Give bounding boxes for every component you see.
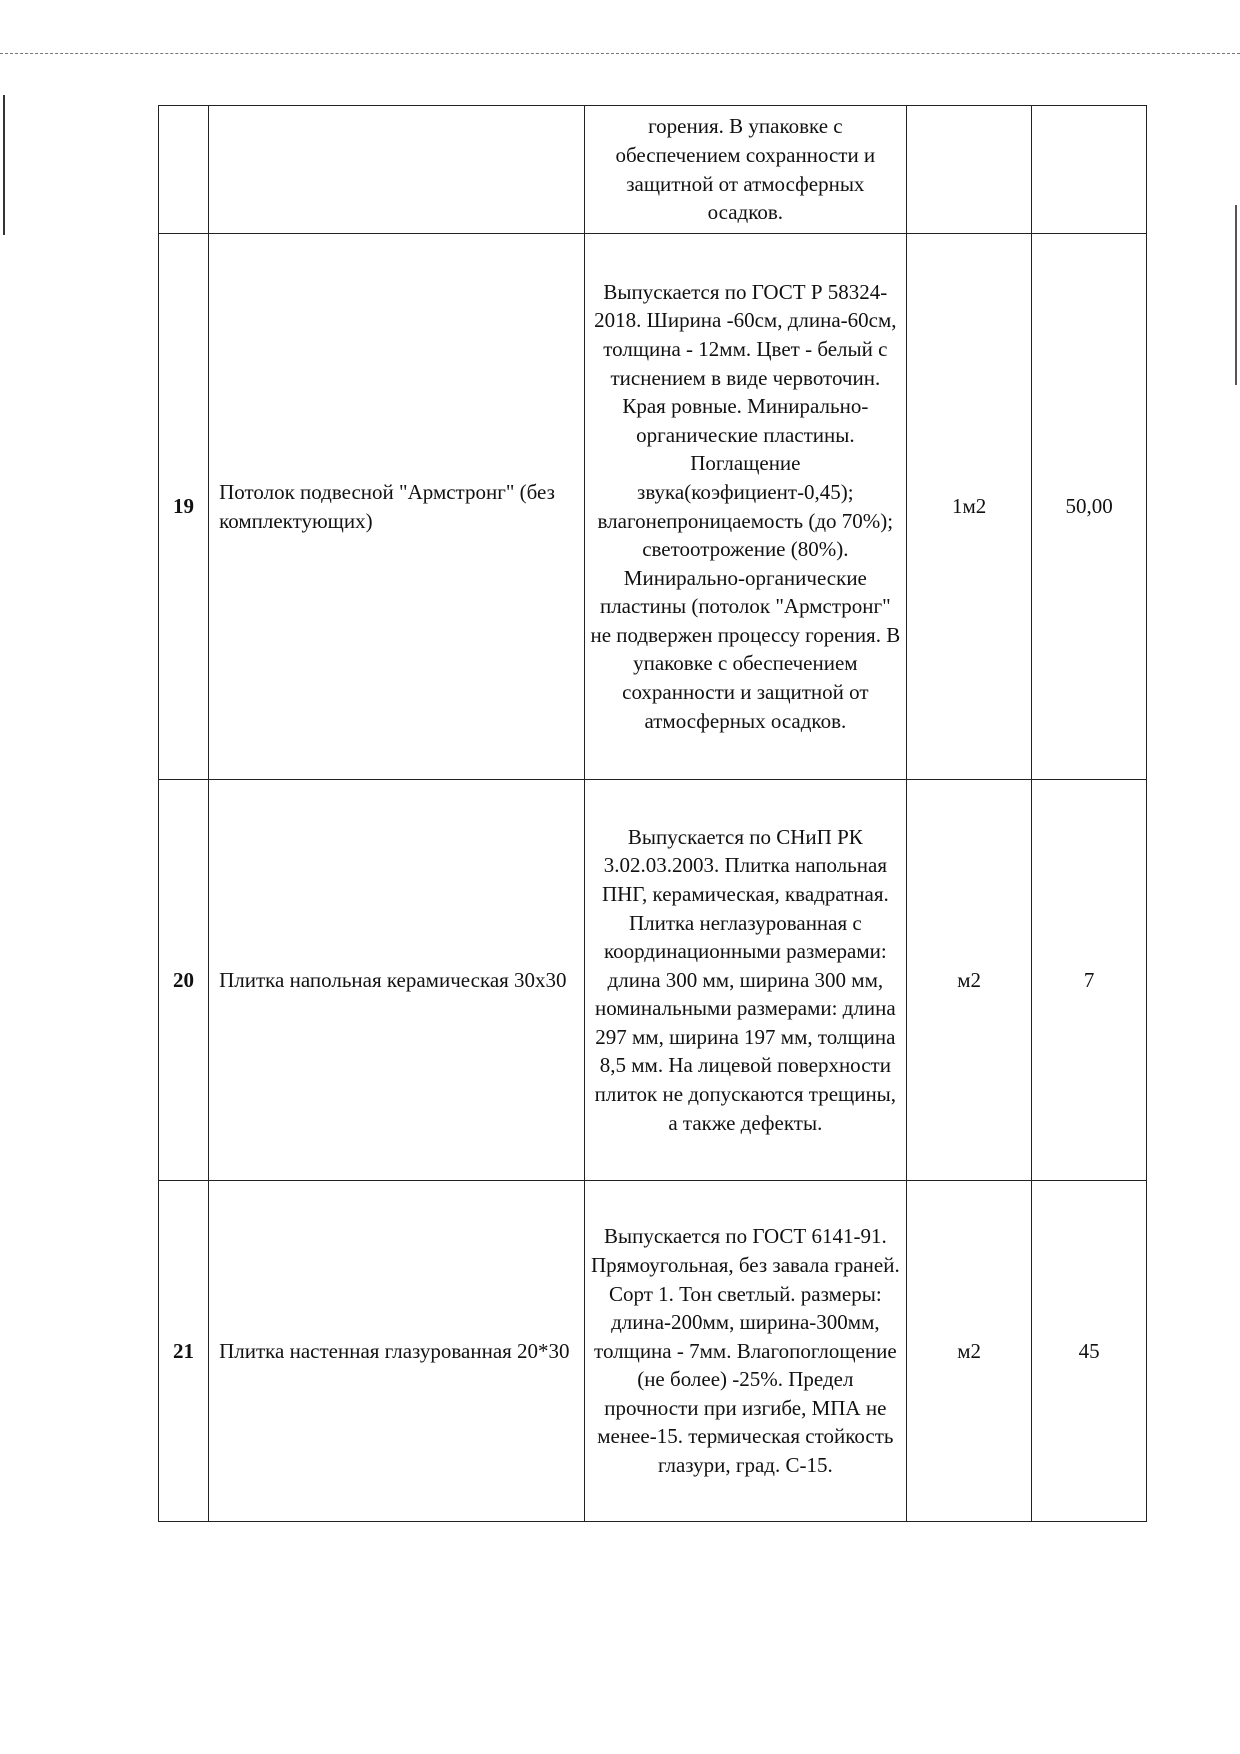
table-row (159, 780, 1147, 1181)
item-name: Плитка напольная керамическая 30х30 (209, 780, 585, 1181)
table-row (159, 234, 1147, 780)
item-name: Потолок подвесной "Армстронг" (без комплектующих) (209, 234, 585, 780)
table-row (159, 1181, 1147, 1522)
row-number: 20 (159, 780, 209, 1181)
item-quantity: 7 (1032, 780, 1147, 1181)
item-unit (907, 106, 1032, 234)
table-row (159, 106, 1147, 234)
scan-edge-line (0, 53, 1240, 54)
item-description: Выпускается по ГОСТ Р 58324-2018. Ширина -60см, длина-60см, толщина - 12мм. Цвет - белый с тиснением в виде червоточин. Края ровные. Минирально-органические пластины. Поглащение звука(коэфициент-0,45); влагонепроницаемость (до 70%); светоотрожение (80%). Минирально-органические пластины (потолок "Армстронг" не подвержен процессу горения. В упаковке с обеспечением сохранности и защитной от атмосферных осадков. (584, 234, 906, 780)
row-number (159, 106, 209, 234)
item-quantity: 45 (1032, 1181, 1147, 1522)
materials-table (158, 105, 1147, 1522)
item-name (209, 106, 585, 234)
item-unit: 1м2 (907, 234, 1032, 780)
item-unit: м2 (907, 1181, 1032, 1522)
row-number: 19 (159, 234, 209, 780)
item-name: Плитка настенная глазурованная 20*30 (209, 1181, 585, 1522)
item-quantity (1032, 106, 1147, 234)
item-description: Выпускается по ГОСТ 6141-91. Прямоугольная, без завала граней. Сорт 1. Тон светлый. размеры: длина-200мм, ширина-300мм, толщина - 7мм. Влагопоглощение (не более) -25%. Предел прочности при изгибе, МПА не менее-15. термическая стойкость глазури, град. С-15. (584, 1181, 906, 1522)
item-quantity: 50,00 (1032, 234, 1147, 780)
row-number: 21 (159, 1181, 209, 1522)
item-description: Выпускается по СНиП РК 3.02.03.2003. Плитка напольная ПНГ, керамическая, квадратная. Плитка неглазурованная с координационными размерами: длина 300 мм, ширина 300 мм, номинальными размерами: длина 297 мм, ширина 197 мм, толщина 8,5 мм. На лицевой поверхности плиток не допускаются трещины, а также дефекты. (584, 780, 906, 1181)
item-unit: м2 (907, 780, 1032, 1181)
item-description: горения. В упаковке с обеспечением сохранности и защитной от атмосферных осадков. (584, 106, 906, 234)
scan-edge-mark-right (1235, 205, 1237, 385)
scan-edge-mark-left (3, 95, 5, 235)
